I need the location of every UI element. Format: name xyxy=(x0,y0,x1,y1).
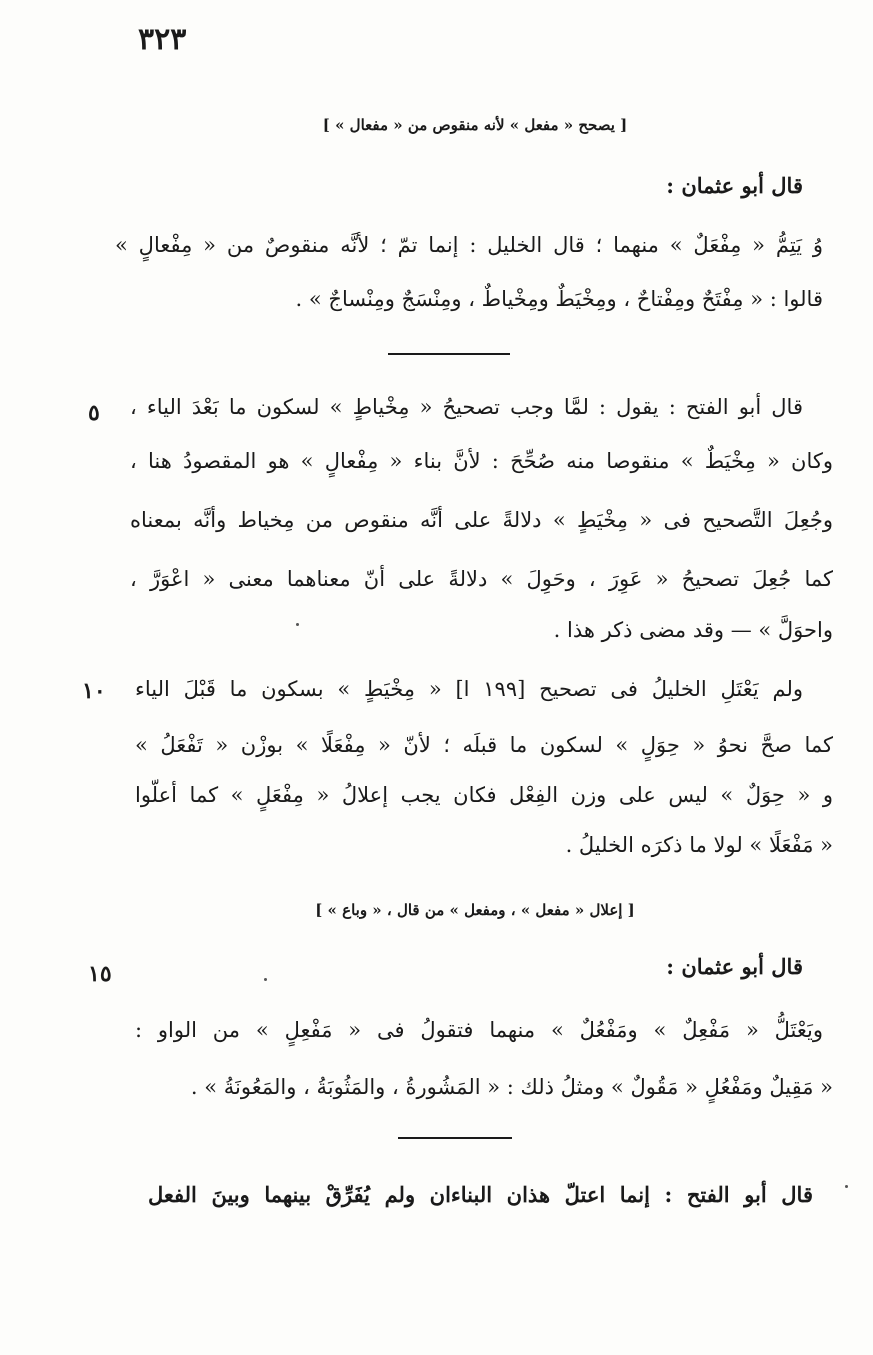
text-line-7: كما جُعِلَ تصحيحُ « عَوِرَ ، وحَوِلَ » دلالةً على أنّ معناهما معنى « اعْوَرَّ ، xyxy=(130,567,833,591)
text-line-8: واحوَلَّ » — وقد مضى ذكر هذا . xyxy=(553,618,833,642)
text-line-10: كما صحَّ نحوُ « حِوَلٍ » لسكون ما قبلَه ؛ لأنّ « مِفْعَلًا » بوزْن « تَفْعَلُ » xyxy=(135,733,833,757)
text-line-1: قال أبو عثمان : xyxy=(666,173,803,198)
text-line-3: قالوا : « مِفْتَحٌ ومِفْتاحٌ ، ومِخْيَطٌ ومِخْياطٌ ، ومِنْسَجٌ ومِنْساجٌ » . xyxy=(295,287,823,311)
text-line-11: و « حِوَلٌ » ليس على وزن الفِعْل فكان يجب إعلالُ « مِفْعَلٍ » كما أعلّوا xyxy=(135,783,833,807)
scan-speck xyxy=(264,978,267,981)
text-line-6: وجُعِلَ التَّصحيح فى « مِخْيَطٍ » دلالةً على أنَّه منقوص من مِخياط وأنَّه بمعناه xyxy=(130,508,833,532)
text-line-9: ولم يَعْتَلِ الخليلُ فى تصحيح [١٩٩ ا] « مِخْيَطٍ » بسكون ما قَبْلَ الياء xyxy=(135,677,803,701)
text-line-15: « مَقِيلٌ ومَفْعُلٍ « مَقُولٌ » ومثلُ ذلك : « المَشُورةُ ، والمَثُوبَةُ ، والمَعُونَةُ » . xyxy=(190,1075,833,1099)
section-divider-1 xyxy=(388,353,510,355)
line-number-15: ١٥ xyxy=(88,961,112,987)
text-line-13: قال أبو عثمان : xyxy=(666,954,803,979)
text-line-12: « مَفْعَلًا » لولا ما ذكرَه الخليلُ . xyxy=(565,833,833,857)
page-number: ٣٢٣ xyxy=(138,22,187,57)
text-line-14: ويَعْتَلُّ « مَفْعِلٌ » ومَفْعُلٌ » منهما فتقولُ فى « مَفْعِلٍ » من الواو : xyxy=(135,1018,823,1042)
section-divider-2 xyxy=(398,1137,512,1139)
section-heading-1: [ يصحح « مفعل » لأنه منقوص من « مفعال » ] xyxy=(322,116,628,134)
text-line-2: وُ يَتِمُّ « مِفْعَلٌ » منهما ؛ قال الخليل : إنما تمّ ؛ لأنَّه منقوصٌ من « مِفْعالٍ » xyxy=(115,233,823,257)
scan-speck xyxy=(845,1185,848,1188)
text-line-5: وكان « مِخْيَطٌ » منقوصا منه صُحِّحَ : لأنَّ بناء « مِفْعالٍ » هو المقصودُ هنا ، xyxy=(130,449,833,473)
text-line-16: قال أبو الفتح : إنما اعتلّ هذان البناءان ولم يُفَرِّقْ بينهما وبينَ الفعل xyxy=(148,1182,813,1207)
section-heading-2: [ إعلال « مفعل » ، ومفعل » من قال ، « وباع » ] xyxy=(315,901,635,919)
line-number-5: ٥ xyxy=(88,400,100,426)
text-line-4: قال أبو الفتح : يقول : لمَّا وجب تصحيحُ « مِخْياطٍ » لسكون ما بَعْدَ الياء ، xyxy=(130,395,803,419)
scan-speck xyxy=(296,623,299,626)
line-number-10: ١٠ xyxy=(82,678,106,704)
